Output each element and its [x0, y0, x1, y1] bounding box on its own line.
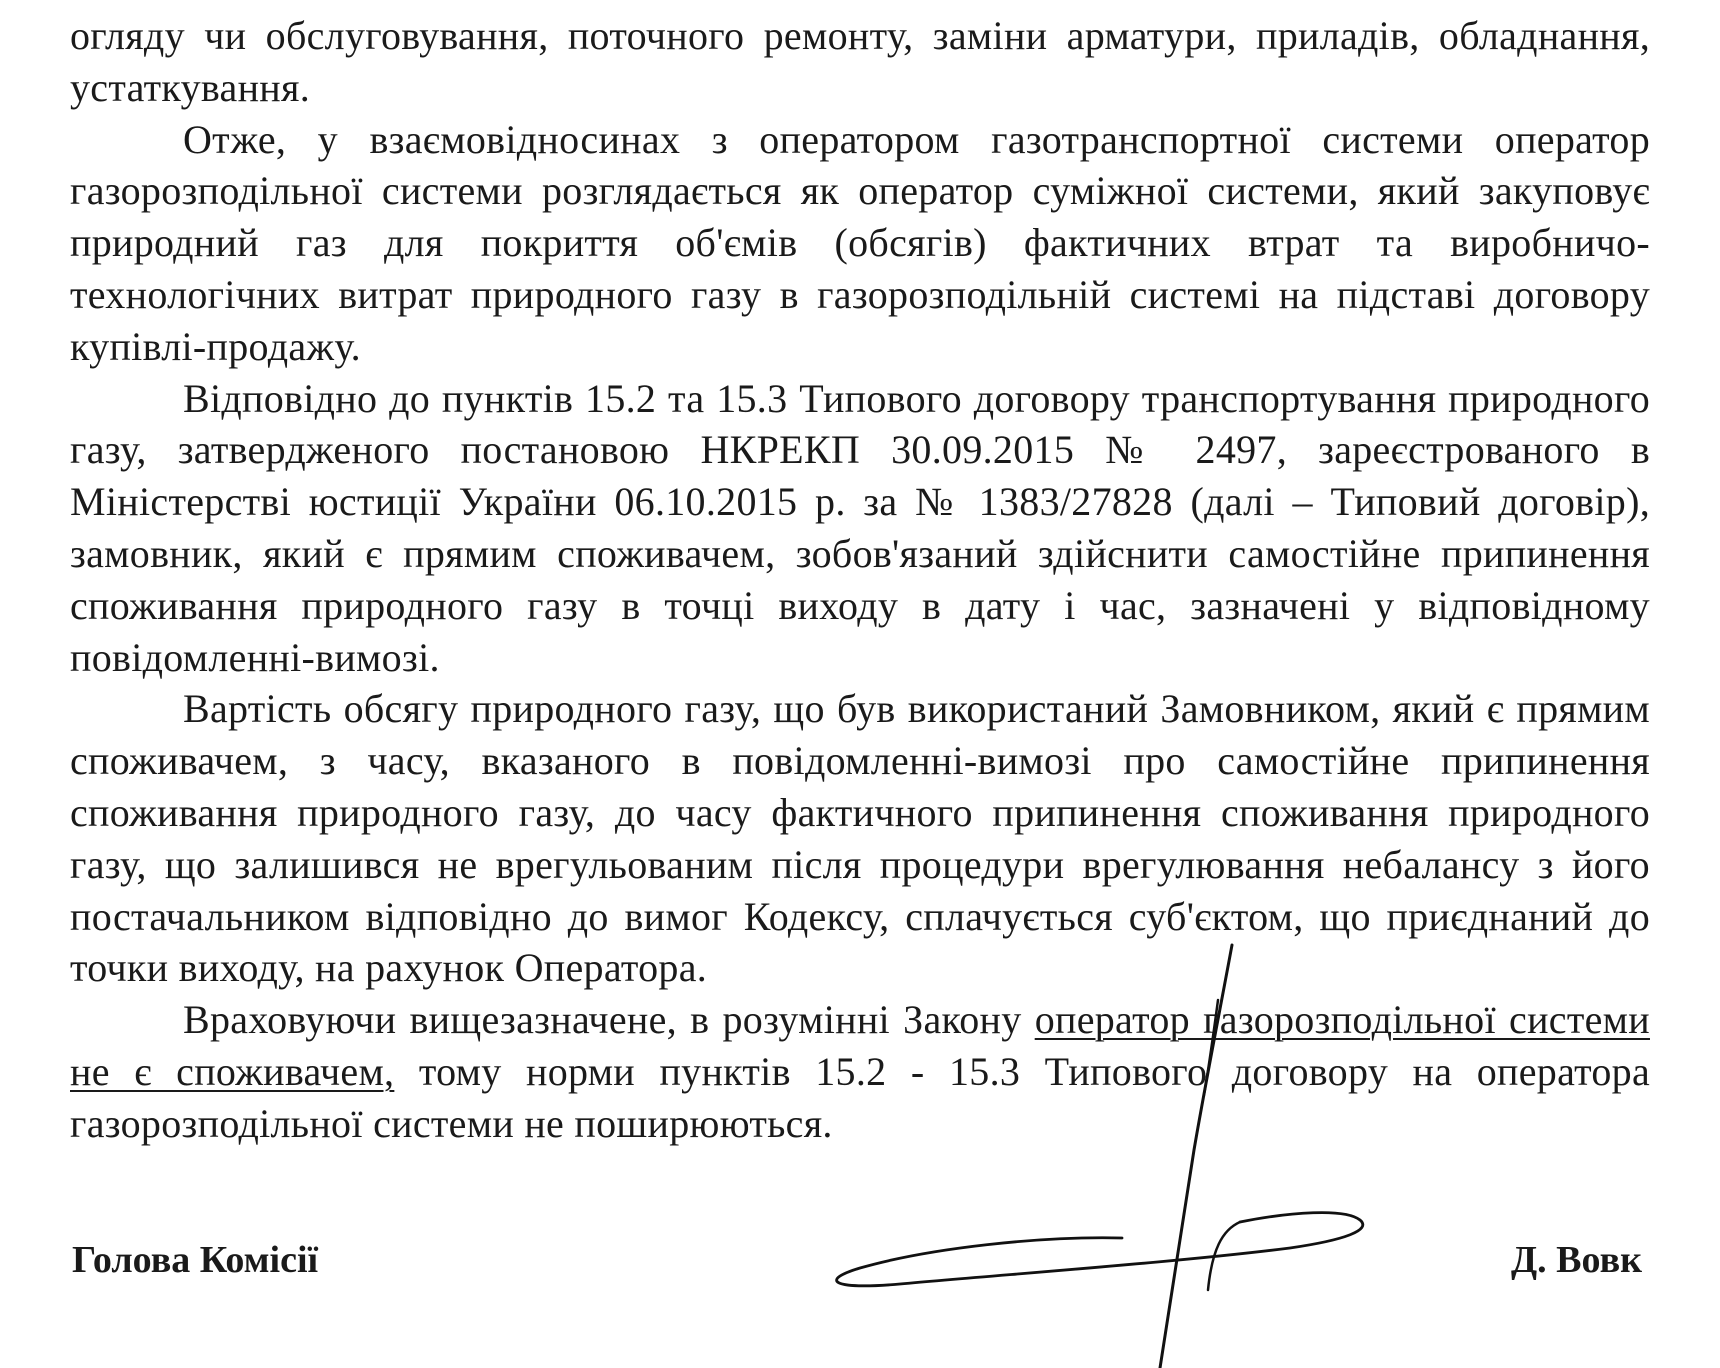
paragraph-typical-contract: Відповідно до пунктів 15.2 та 15.3 Типового договору транспортування природного газу, затвердженого постановою НКРЕКП 30.09.2015 № 2497, зареєстрованого в Міністерстві юстиції України 06.10.2015 р. за № 1383/27828 (далі – Типовий договір), замовник, який є прямим споживачем, зобов'язаний здійснити самостійне припинення споживання природного газу в точці виходу в дату і час, зазначені у відповідному повідомленні-вимозі.: [70, 375, 1650, 680]
paragraph-conclusion: [70, 994, 1650, 1149]
paragraph-continuation: огляду чи обслуговування, поточного ремонту, заміни арматури, приладів, обладнання, устаткування.: [70, 13, 1650, 110]
conclusion-underlined-text: оператор газорозподільної системи не є споживачем,: [70, 997, 1650, 1094]
document-page: [70, 0, 1650, 1368]
paragraph-gas-volume-cost: Вартість обсягу природного газу, що був використаний Замовником, який є прямим споживачем, з часу, вказаного в повідомленні-вимозі про самостійне припинення споживання природного газу, до часу фактичного припинення споживання природного газу, що залишився не врегульованим після процедури врегулювання небалансу з його постачальником відповідно до вимог Кодексу, сплачується суб'єктом, що приєднаний до точки виходу, на рахунок Оператора.: [70, 686, 1650, 991]
conclusion-text-after: тому норми пунктів 15.2 - 15.3 Типового договору на оператора газорозподільної системи не поширюються.: [70, 1048, 1650, 1146]
signatory-name: Д. Вовк: [1511, 1239, 1642, 1281]
paragraph-adjacent-system-operator: Отже, у взаємовідносинах з оператором газотранспортної системи оператор газорозподільної системи розглядається як оператор суміжної системи, який закуповує природний газ для покриття об'ємів (обсягів) фактичних втрат та виробничо-технологічних витрат природного газу в газорозподільній системі на підставі договору купівлі-продажу.: [70, 116, 1650, 369]
conclusion-text-before: Враховуючи вищезазначене, в розумінні Закону: [183, 997, 1035, 1043]
signature-block: [70, 1238, 1650, 1298]
document-body: [70, 10, 1650, 1150]
signatory-title: Голова Комісії: [72, 1239, 319, 1281]
